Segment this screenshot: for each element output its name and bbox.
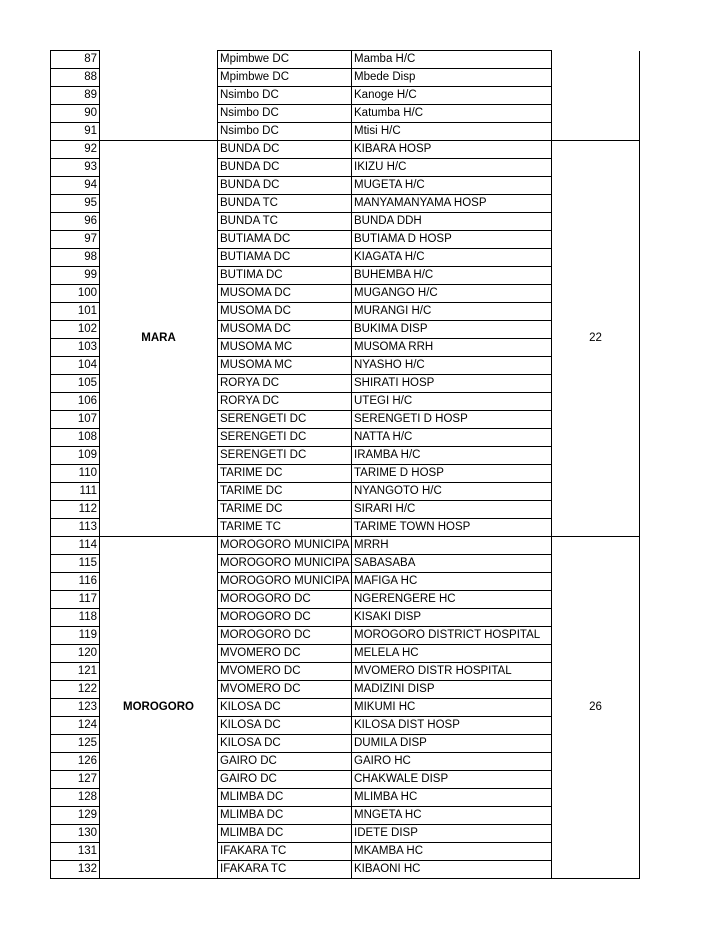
facility-cell: MNGETA HC <box>352 807 552 825</box>
facility-count-cell: 26 <box>552 537 640 879</box>
council-cell: GAIRO DC <box>218 753 352 771</box>
row-number: 105 <box>51 375 100 393</box>
facility-cell: Mbede Disp <box>352 69 552 87</box>
council-cell: MOROGORO DC <box>218 609 352 627</box>
council-cell: MUSOMA DC <box>218 303 352 321</box>
row-number: 113 <box>51 519 100 537</box>
facility-cell: IRAMBA H/C <box>352 447 552 465</box>
facility-cell: MUGANGO H/C <box>352 285 552 303</box>
row-number: 95 <box>51 195 100 213</box>
facility-cell: MADIZINI DISP <box>352 681 552 699</box>
facility-cell: NYASHO H/C <box>352 357 552 375</box>
council-cell: IFAKARA TC <box>218 861 352 879</box>
facility-cell: MIKUMI HC <box>352 699 552 717</box>
facility-cell: KIBAONI HC <box>352 861 552 879</box>
facility-cell: Mamba H/C <box>352 51 552 69</box>
row-number: 131 <box>51 843 100 861</box>
row-number: 106 <box>51 393 100 411</box>
council-cell: SERENGETI DC <box>218 411 352 429</box>
facility-cell: BUNDA DDH <box>352 213 552 231</box>
facility-cell: MELELA HC <box>352 645 552 663</box>
row-number: 107 <box>51 411 100 429</box>
council-cell: Mpimbwe DC <box>218 69 352 87</box>
council-cell: MLIMBA DC <box>218 825 352 843</box>
row-number: 123 <box>51 699 100 717</box>
row-number: 110 <box>51 465 100 483</box>
facility-count-cell: 22 <box>552 141 640 537</box>
row-number: 124 <box>51 717 100 735</box>
row-number: 132 <box>51 861 100 879</box>
row-number: 130 <box>51 825 100 843</box>
facility-cell: MKAMBA HC <box>352 843 552 861</box>
council-cell: MOROGORO DC <box>218 627 352 645</box>
region-cell: MOROGORO <box>100 537 218 879</box>
facility-cell: MLIMBA HC <box>352 789 552 807</box>
facility-cell: MUGETA H/C <box>352 177 552 195</box>
council-cell: MOROGORO MUNICIPA <box>218 555 352 573</box>
facility-cell: NATTA H/C <box>352 429 552 447</box>
council-cell: GAIRO DC <box>218 771 352 789</box>
council-cell: BUTIMA DC <box>218 267 352 285</box>
council-cell: MLIMBA DC <box>218 807 352 825</box>
row-number: 87 <box>51 51 100 69</box>
row-number: 129 <box>51 807 100 825</box>
council-cell: TARIME DC <box>218 483 352 501</box>
row-number: 109 <box>51 447 100 465</box>
council-cell: MOROGORO DC <box>218 591 352 609</box>
row-number: 101 <box>51 303 100 321</box>
row-number: 116 <box>51 573 100 591</box>
council-cell: TARIME DC <box>218 465 352 483</box>
council-cell: BUTIAMA DC <box>218 249 352 267</box>
council-cell: BUTIAMA DC <box>218 231 352 249</box>
council-cell: Nsimbo DC <box>218 105 352 123</box>
row-number: 89 <box>51 87 100 105</box>
facility-cell: BUTIAMA D HOSP <box>352 231 552 249</box>
facility-count-cell <box>552 51 640 141</box>
row-number: 111 <box>51 483 100 501</box>
facility-cell: TARIME TOWN HOSP <box>352 519 552 537</box>
facility-cell: MURANGI H/C <box>352 303 552 321</box>
facility-cell: MVOMERO DISTR HOSPITAL <box>352 663 552 681</box>
facility-cell: SERENGETI D HOSP <box>352 411 552 429</box>
facility-cell: IDETE DISP <box>352 825 552 843</box>
facility-cell: KILOSA DIST HOSP <box>352 717 552 735</box>
council-cell: KILOSA DC <box>218 717 352 735</box>
row-number: 98 <box>51 249 100 267</box>
facility-cell: MOROGORO DISTRICT HOSPITAL <box>352 627 552 645</box>
council-cell: MUSOMA DC <box>218 285 352 303</box>
facility-cell: MAFIGA HC <box>352 573 552 591</box>
row-number: 94 <box>51 177 100 195</box>
row-number: 115 <box>51 555 100 573</box>
region-cell <box>100 51 218 141</box>
row-number: 126 <box>51 753 100 771</box>
council-cell: MVOMERO DC <box>218 663 352 681</box>
facility-cell: MUSOMA RRH <box>352 339 552 357</box>
row-number: 93 <box>51 159 100 177</box>
row-number: 112 <box>51 501 100 519</box>
row-number: 122 <box>51 681 100 699</box>
row-number: 121 <box>51 663 100 681</box>
row-number: 102 <box>51 321 100 339</box>
council-cell: TARIME DC <box>218 501 352 519</box>
council-cell: MUSOMA DC <box>218 321 352 339</box>
row-number: 97 <box>51 231 100 249</box>
council-cell: BUNDA DC <box>218 159 352 177</box>
council-cell: MUSOMA MC <box>218 357 352 375</box>
council-cell: MOROGORO MUNICIPA <box>218 573 352 591</box>
facility-cell: SABASABA <box>352 555 552 573</box>
facility-cell: KISAKI DISP <box>352 609 552 627</box>
row-number: 128 <box>51 789 100 807</box>
facility-cell: MANYAMANYAMA HOSP <box>352 195 552 213</box>
facility-table <box>50 50 640 879</box>
council-cell: BUNDA DC <box>218 177 352 195</box>
facility-cell: IKIZU H/C <box>352 159 552 177</box>
row-number: 108 <box>51 429 100 447</box>
facility-cell: Katumba H/C <box>352 105 552 123</box>
facility-cell: NYANGOTO H/C <box>352 483 552 501</box>
council-cell: RORYA DC <box>218 375 352 393</box>
row-number: 96 <box>51 213 100 231</box>
council-cell: Nsimbo DC <box>218 87 352 105</box>
row-number: 99 <box>51 267 100 285</box>
council-cell: MLIMBA DC <box>218 789 352 807</box>
council-cell: BUNDA TC <box>218 213 352 231</box>
facility-cell: Mtisi H/C <box>352 123 552 141</box>
council-cell: SERENGETI DC <box>218 429 352 447</box>
council-cell: BUNDA TC <box>218 195 352 213</box>
facility-cell: SHIRATI HOSP <box>352 375 552 393</box>
facility-cell: UTEGI H/C <box>352 393 552 411</box>
facility-cell: NGERENGERE HC <box>352 591 552 609</box>
council-cell: RORYA DC <box>218 393 352 411</box>
facility-cell: CHAKWALE DISP <box>352 771 552 789</box>
row-number: 125 <box>51 735 100 753</box>
table-row <box>51 537 640 555</box>
facility-table-body <box>51 51 640 879</box>
council-cell: MOROGORO MUNICIPA <box>218 537 352 555</box>
row-number: 104 <box>51 357 100 375</box>
council-cell: MUSOMA MC <box>218 339 352 357</box>
facility-cell: GAIRO HC <box>352 753 552 771</box>
facility-cell: KIAGATA H/C <box>352 249 552 267</box>
council-cell: BUNDA DC <box>218 141 352 159</box>
row-number: 92 <box>51 141 100 159</box>
row-number: 103 <box>51 339 100 357</box>
table-row <box>51 141 640 159</box>
row-number: 120 <box>51 645 100 663</box>
council-cell: Mpimbwe DC <box>218 51 352 69</box>
row-number: 117 <box>51 591 100 609</box>
council-cell: KILOSA DC <box>218 735 352 753</box>
row-number: 119 <box>51 627 100 645</box>
region-cell: MARA <box>100 141 218 537</box>
facility-cell: MRRH <box>352 537 552 555</box>
facility-cell: BUHEMBA H/C <box>352 267 552 285</box>
council-cell: TARIME TC <box>218 519 352 537</box>
facility-cell: TARIME D HOSP <box>352 465 552 483</box>
row-number: 118 <box>51 609 100 627</box>
row-number: 91 <box>51 123 100 141</box>
facility-cell: SIRARI H/C <box>352 501 552 519</box>
facility-cell: KIBARA HOSP <box>352 141 552 159</box>
facility-cell: BUKIMA DISP <box>352 321 552 339</box>
facility-cell: Kanoge H/C <box>352 87 552 105</box>
row-number: 88 <box>51 69 100 87</box>
council-cell: MVOMERO DC <box>218 681 352 699</box>
facility-cell: DUMILA DISP <box>352 735 552 753</box>
row-number: 90 <box>51 105 100 123</box>
row-number: 114 <box>51 537 100 555</box>
council-cell: IFAKARA TC <box>218 843 352 861</box>
table-row <box>51 51 640 69</box>
council-cell: SERENGETI DC <box>218 447 352 465</box>
row-number: 127 <box>51 771 100 789</box>
council-cell: Nsimbo DC <box>218 123 352 141</box>
row-number: 100 <box>51 285 100 303</box>
council-cell: MVOMERO DC <box>218 645 352 663</box>
council-cell: KILOSA DC <box>218 699 352 717</box>
